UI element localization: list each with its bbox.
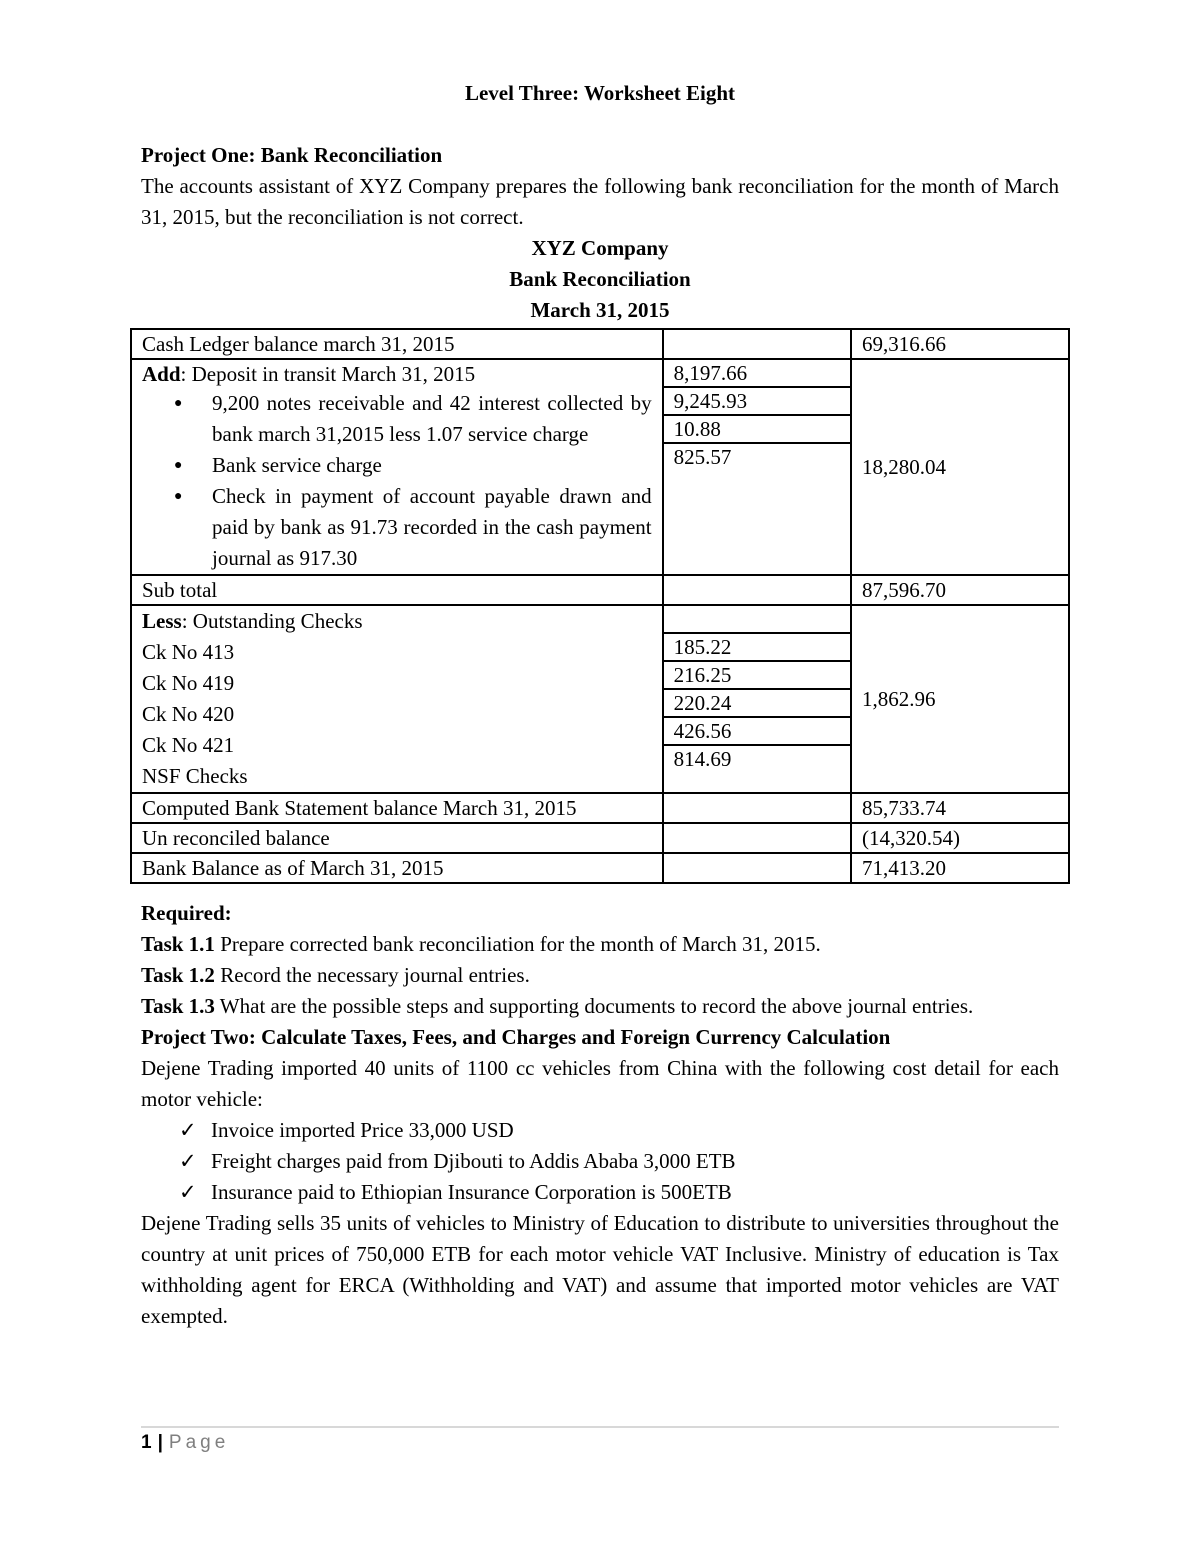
less-amount: 426.56 [664,718,850,746]
list-item: ✓ Invoice imported Price 33,000 USD [141,1115,1059,1146]
footer-separator: | [157,1432,163,1453]
less-amount: 814.69 [673,747,732,771]
page-footer [141,1432,229,1454]
statement-date: March 31, 2015 [530,298,670,322]
unreconciled-value: (14,320.54) [851,823,1069,853]
upper-content [141,78,1059,326]
task-text: Prepare corrected bank reconciliation for the month of March 31, 2015. [214,932,821,956]
footer-divider [141,1426,1059,1428]
task-label: Task 1.2 [141,963,215,987]
less-first-item: : Outstanding Checks [181,609,363,633]
statement-company: XYZ Company [531,236,669,260]
add-amounts-cell [663,359,851,575]
project-two-heading: Project Two: Calculate Taxes, Fees, and Charges and Foreign Currency Calculation [141,1025,891,1049]
check-item: Ck No 420 [142,702,235,726]
less-amounts-cell [663,605,851,793]
table-row [131,605,1069,793]
project-one-heading: Project One: Bank Reconciliation [141,143,443,167]
task-item [141,960,1059,991]
statement-name: Bank Reconciliation [509,267,691,291]
table-row [131,793,1069,823]
empty-cell [663,853,851,883]
subtotal-label: Sub total [131,575,663,605]
cash-ledger-label: Cash Ledger balance march 31, 2015 [131,329,663,359]
project-two-closing: Dejene Trading sells 35 units of vehicles to Ministry of Education to distribute to universities throughout the country at unit prices of 750,000 ETB for each motor vehicle VAT Inclusive. Ministry of education is Tax withholding agent for ERCA (Withholding and VAT) and assume that imported motor vehicles are VAT exempted. [141,1211,1059,1328]
empty-cell [663,793,851,823]
add-amount: 9,245.93 [664,388,850,416]
check-item: NSF Checks [142,764,248,788]
project-two-intro: Dejene Trading imported 40 units of 1100 cc vehicles from China with the following cost detail for each motor vehicle: [141,1056,1059,1111]
empty-amount [664,606,850,634]
table-row [131,329,1069,359]
less-label: Less [142,609,182,633]
less-heading [142,606,652,637]
less-amount: 185.22 [664,634,850,662]
cost-checklist [141,1115,1059,1208]
reconciliation-table [130,328,1070,884]
document-title: Level Three: Worksheet Eight [464,81,736,105]
add-label: Add [142,362,181,386]
add-section [131,359,663,575]
bank-balance-value: 71,413.20 [851,853,1069,883]
table-row [131,823,1069,853]
bank-balance-label: Bank Balance as of March 31, 2015 [131,853,663,883]
list-item: ✓ Freight charges paid from Djibouti to Addis Ababa 3,000 ETB [141,1146,1059,1177]
task-text: Record the necessary journal entries. [214,963,530,987]
add-amount: 825.57 [673,445,732,469]
add-amount: 10.88 [664,416,850,444]
less-amount: 220.24 [664,690,850,718]
list-item: ✓ Insurance paid to Ethiopian Insurance Corporation is 500ETB [141,1177,1059,1208]
list-item: ● 9,200 notes receivable and 42 interest collected by bank march 31,2015 less 1.07 service charge [142,388,652,450]
table-row [131,853,1069,883]
list-item: ● Bank service charge [142,450,652,481]
add-amount: 8,197.66 [664,360,850,388]
add-first-item: : Deposit in transit March 31, 2015 [180,362,476,386]
cash-ledger-total: 69,316.66 [851,329,1069,359]
add-total: 18,280.04 [851,359,1069,575]
computed-value: 85,733.74 [851,793,1069,823]
empty-cell [663,823,851,853]
task-label: Task 1.3 [141,994,215,1018]
check-item: Ck No 419 [142,671,235,695]
list-item: ● Check in payment of account payable drawn and paid by bank as 91.73 recorded in the cash payment journal as 917.30 [142,481,652,574]
required-heading: Required: [141,901,232,925]
task-label: Task 1.1 [141,932,215,956]
page-number: 1 [141,1432,152,1453]
add-bullet-list [142,388,652,574]
check-item: Ck No 421 [142,733,235,757]
task-item [141,929,1059,960]
table-row [131,575,1069,605]
task-text: What are the possible steps and supporting documents to record the above journal entries. [214,994,974,1018]
check-item: Ck No 413 [142,640,235,664]
less-section [131,605,663,793]
page-label: Page [168,1432,230,1453]
project-one-intro: The accounts assistant of XYZ Company prepares the following bank reconciliation for the month of March 31, 2015, but the reconciliation is not correct. [141,174,1059,229]
empty-cell [663,329,851,359]
add-heading [142,360,652,388]
subtotal-value: 87,596.70 [851,575,1069,605]
less-amount: 216.25 [664,662,850,690]
computed-label: Computed Bank Statement balance March 31, 2015 [131,793,663,823]
less-total: 1,862.96 [851,605,1069,793]
task-item [141,991,1059,1022]
unreconciled-label: Un reconciled balance [131,823,663,853]
lower-content [141,898,1059,1332]
table-row [131,359,1069,575]
empty-cell [663,575,851,605]
